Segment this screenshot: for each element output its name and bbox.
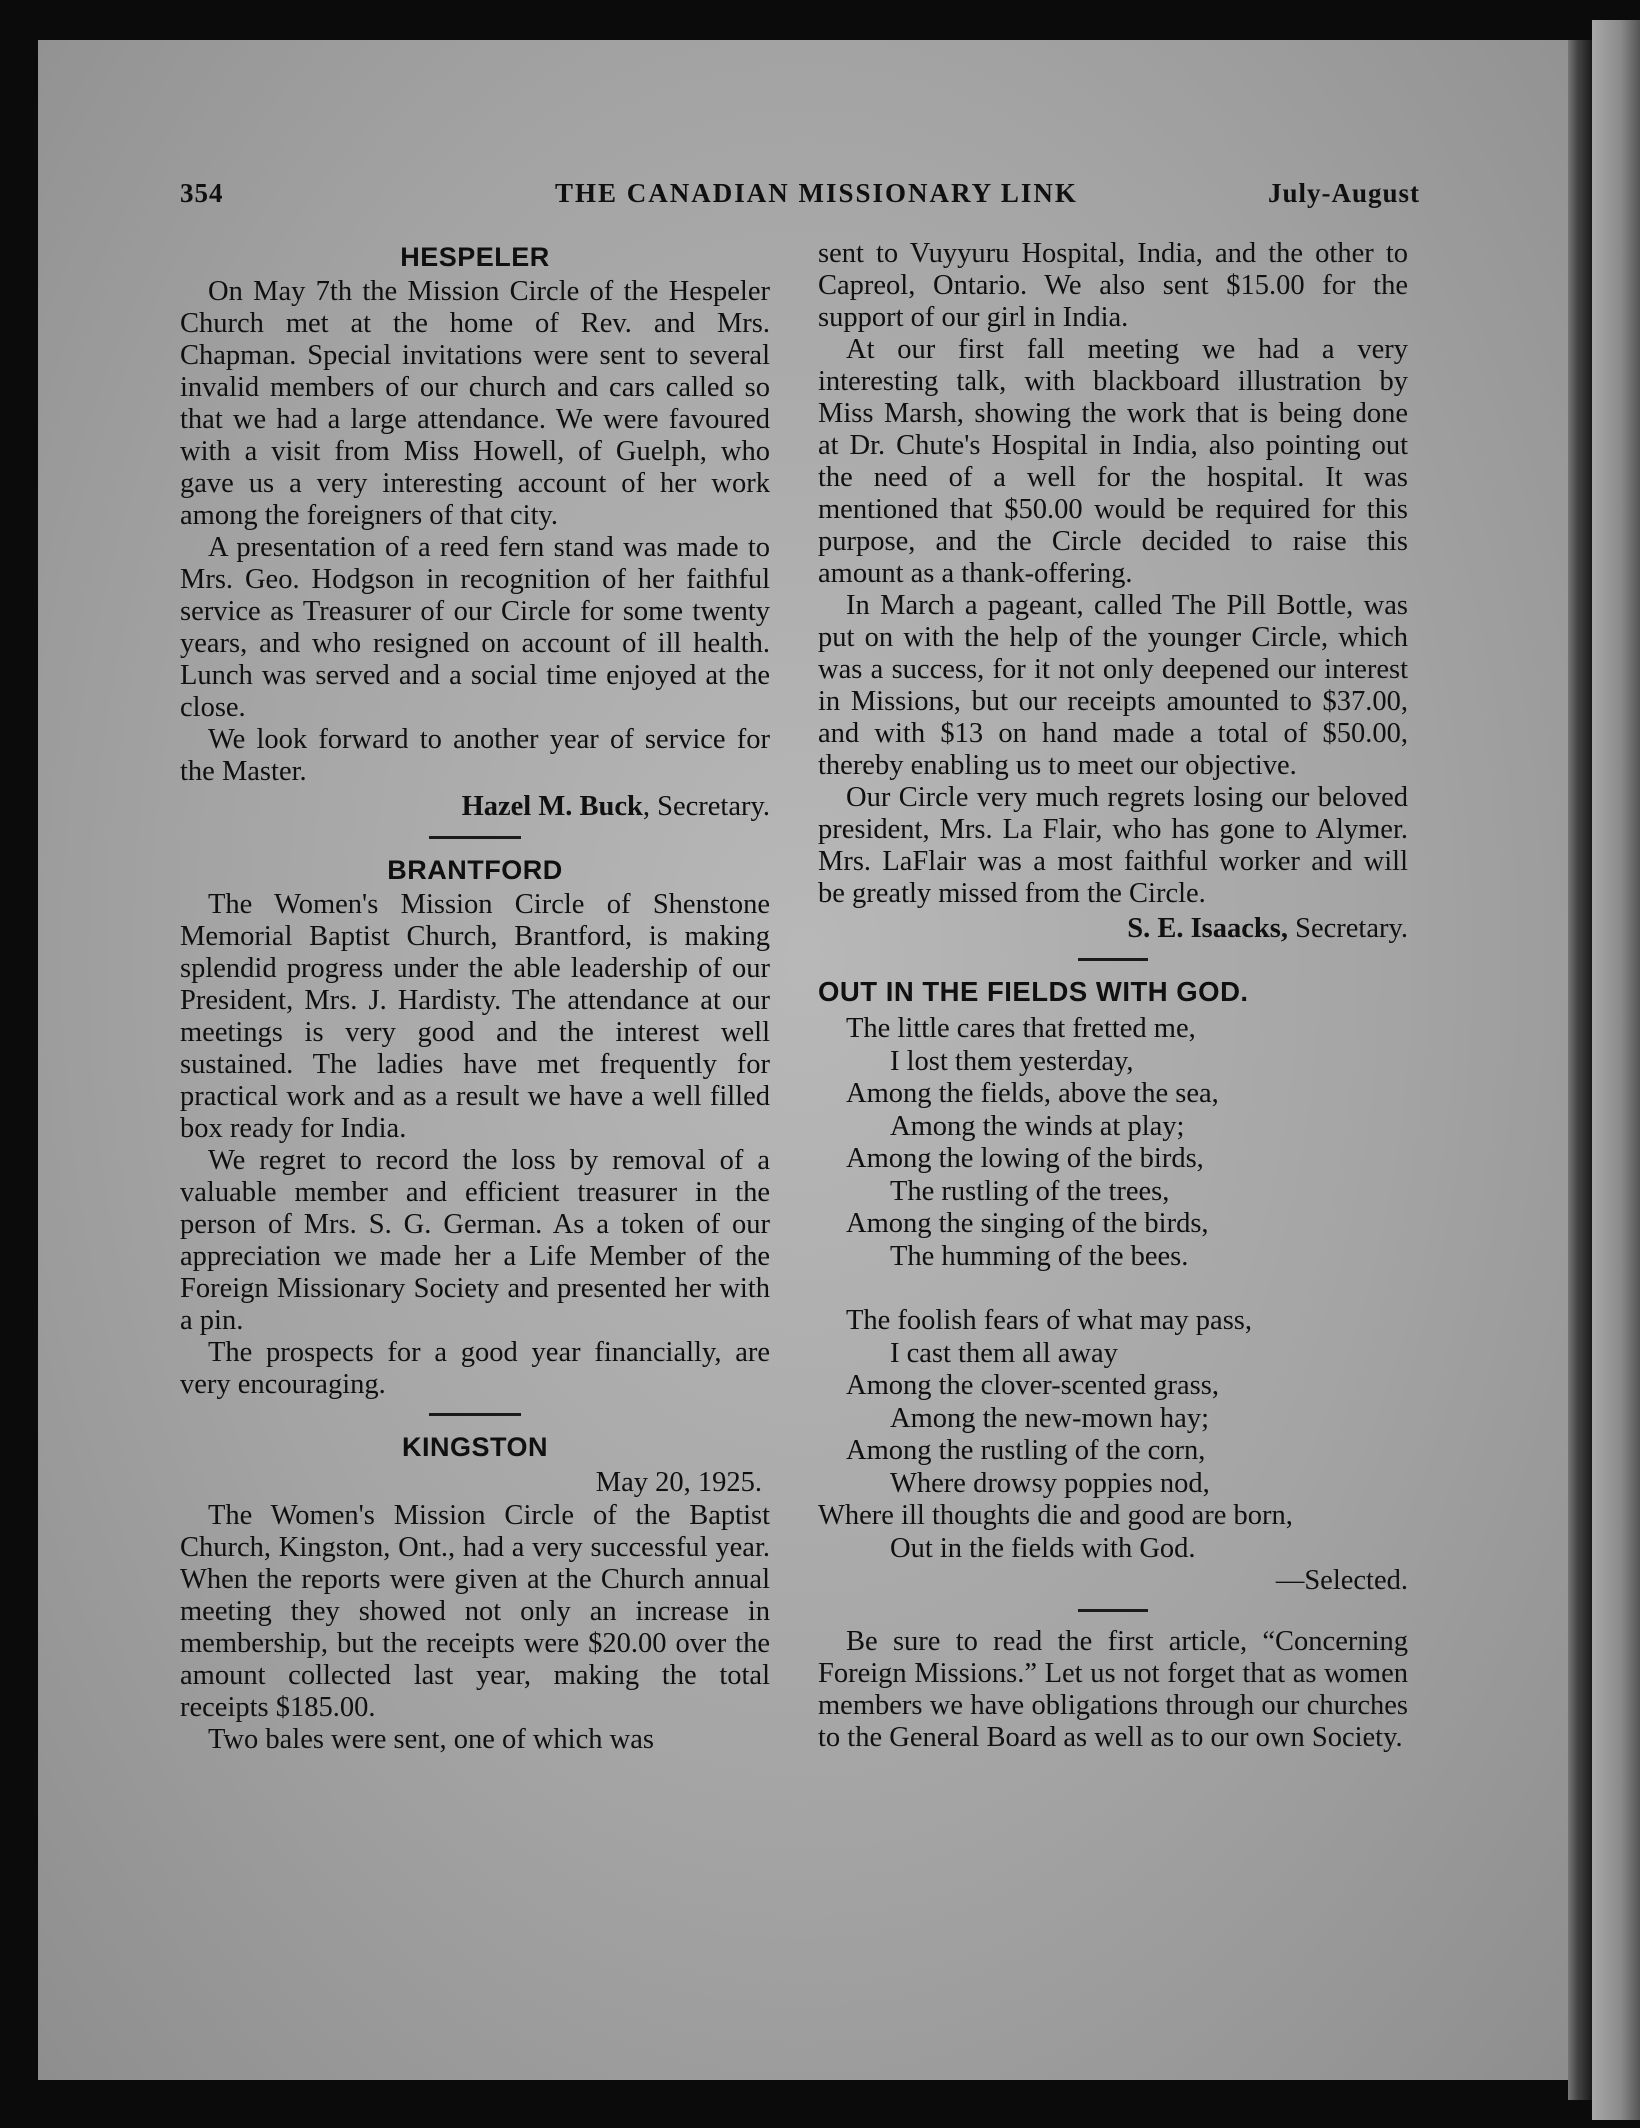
poem-line: Among the singing of the birds, — [846, 1208, 1209, 1239]
poem-line: Out in the fields with God. — [890, 1532, 1196, 1564]
kingston-report — [180, 1430, 770, 1756]
hespeler-signature — [180, 790, 770, 824]
kingston-signature — [818, 912, 1408, 946]
running-header — [180, 170, 1420, 210]
hespeler-report — [180, 240, 770, 824]
hespeler-paragraph-1: On May 7th the Mission Circle of the Hespeler Church met at the home of Rev. and Mrs. Chapman. Special invitations were sent to several invalid members of our church and cars called so that we had a large attendance. We were favoured with a visit from Miss Howell, of Guelph, who gave us a very interesting account of her work among the foreigners of that city. — [180, 276, 770, 531]
poem-line: Among the clover-scented grass, — [846, 1370, 1219, 1401]
section-heading-brantford: BRANTFORD — [387, 855, 563, 885]
kingston-paragraph-5: Our Circle very much regrets losing our beloved president, Mrs. La Flair, who has gone to Alymer. Mrs. LaFlair was a most faithful worker and will be greatly missed from the Circle. — [818, 782, 1408, 909]
poem-line: The little cares that fretted me, — [846, 1013, 1196, 1044]
poem-line: I lost them yesterday, — [890, 1045, 1134, 1077]
publication-title: THE CANADIAN MISSIONARY LINK — [555, 178, 1078, 208]
poem-body — [818, 1013, 1408, 1565]
editorial-note — [818, 1626, 1408, 1754]
editorial-note-text: Be sure to read the first article, “Concerning Foreign Missions.” Let us not forget that as women members we have obligations through our churches to the General Board as well as to our own Society. — [818, 1626, 1408, 1753]
brantford-paragraph-3: The prospects for a good year financially, are very encouraging. — [180, 1337, 770, 1400]
section-divider — [429, 836, 521, 839]
hespeler-paragraph-3: We look forward to another year of service for the Master. — [180, 724, 770, 787]
magazine-page — [180, 170, 1420, 1930]
kingston-report-continued — [818, 238, 1408, 946]
page-number: 354 — [180, 178, 224, 208]
poem-title: OUT IN THE FIELDS WITH GOD. — [818, 976, 1249, 1007]
section-heading-hespeler: HESPELER — [400, 242, 550, 272]
poem-line: Among the fields, above the sea, — [846, 1078, 1219, 1109]
kingston-paragraph-1: The Women's Mission Circle of the Baptist Church, Kingston, Ont., had a very successful year. When the reports were given at the Church annual meeting they showed not only an increase in membership, but the receipts were $20.00 over the amount collected last year, making the total receipts $185.00. — [180, 1500, 770, 1723]
poem-line: The rustling of the trees, — [890, 1175, 1170, 1207]
kingston-paragraph-3: At our first fall meeting we had a very interesting talk, with blackboard illustration by Miss Marsh, showing the work that is being done at Dr. Chute's Hospital in India, also pointing out the need of a well for the hospital. It was mentioned that $50.00 would be required for this purpose, and the Circle decided to raise this amount as a thank-offering. — [818, 334, 1408, 589]
book-spine-shadow — [1568, 40, 1592, 2100]
kingston-paragraph-4: In March a pageant, called The Pill Bottle, was put on with the help of the younger Circle, which was a success, for it not only deepened our interest in Missions, but our receipts amounted to $37.00, and with $13 on hand made a total of $50.00, thereby enabling us to meet our objective. — [818, 590, 1408, 781]
stanza-break — [818, 1273, 1408, 1305]
issue-date: July-August — [1267, 178, 1420, 208]
signature-name: S. E. Isaacks, — [1127, 913, 1288, 944]
signature-title: Secretary. — [1288, 913, 1408, 944]
signature-name: Hazel M. Buck — [461, 791, 643, 822]
poem-line: Among the winds at play; — [890, 1110, 1185, 1142]
section-divider — [1078, 958, 1148, 961]
poem-line: Where drowsy poppies nod, — [890, 1467, 1210, 1499]
left-column — [180, 240, 770, 1756]
kingston-paragraph-2-continued: sent to Vuyyuru Hospital, India, and the other to Capreol, Ontario. We also sent $15.00 for the support of our girl in India. — [818, 238, 1408, 333]
section-divider — [1078, 1609, 1148, 1612]
poem — [818, 975, 1408, 1597]
signature-title: , Secretary. — [642, 791, 770, 822]
poem-line: Where ill thoughts die and good are born, — [818, 1500, 1293, 1531]
poem-credit: —Selected. — [1275, 1565, 1408, 1596]
poem-line: I cast them all away — [890, 1337, 1118, 1369]
brantford-paragraph-2: We regret to record the loss by removal of a valuable member and efficient treasurer in the person of Mrs. S. G. German. As a token of our appreciation we made her a Life Member of the Foreign Missionary Society and presented her with a pin. — [180, 1145, 770, 1336]
brantford-report — [180, 853, 770, 1401]
section-heading-kingston: KINGSTON — [401, 1432, 548, 1462]
next-page-edge — [1592, 20, 1640, 2120]
section-divider — [429, 1413, 521, 1416]
brantford-paragraph-1: The Women's Mission Circle of Shenstone Memorial Baptist Church, Brantford, is making splendid progress under the able leadership of our President, Mrs. J. Hardisty. The attendance at our meetings is very good and the interest well sustained. The ladies have met frequently for practical work and as a result we have a well filled box ready for India. — [180, 889, 770, 1144]
poem-line: Among the lowing of the birds, — [846, 1143, 1204, 1174]
poem-line: Among the new-mown hay; — [890, 1402, 1209, 1434]
kingston-paragraph-2-start: Two bales were sent, one of which was — [208, 1724, 654, 1755]
kingston-date: May 20, 1925. — [595, 1467, 762, 1498]
right-column — [818, 238, 1408, 1754]
poem-line: The foolish fears of what may pass, — [846, 1305, 1253, 1336]
hespeler-paragraph-2: A presentation of a reed fern stand was made to Mrs. Geo. Hodgson in recognition of her faithful service as Treasurer of our Circle for some twenty years, and who resigned on account of ill health. Lunch was served and a social time enjoyed at the close. — [180, 532, 770, 723]
poem-line: Among the rustling of the corn, — [846, 1435, 1206, 1466]
poem-line: The humming of the bees. — [890, 1240, 1189, 1272]
